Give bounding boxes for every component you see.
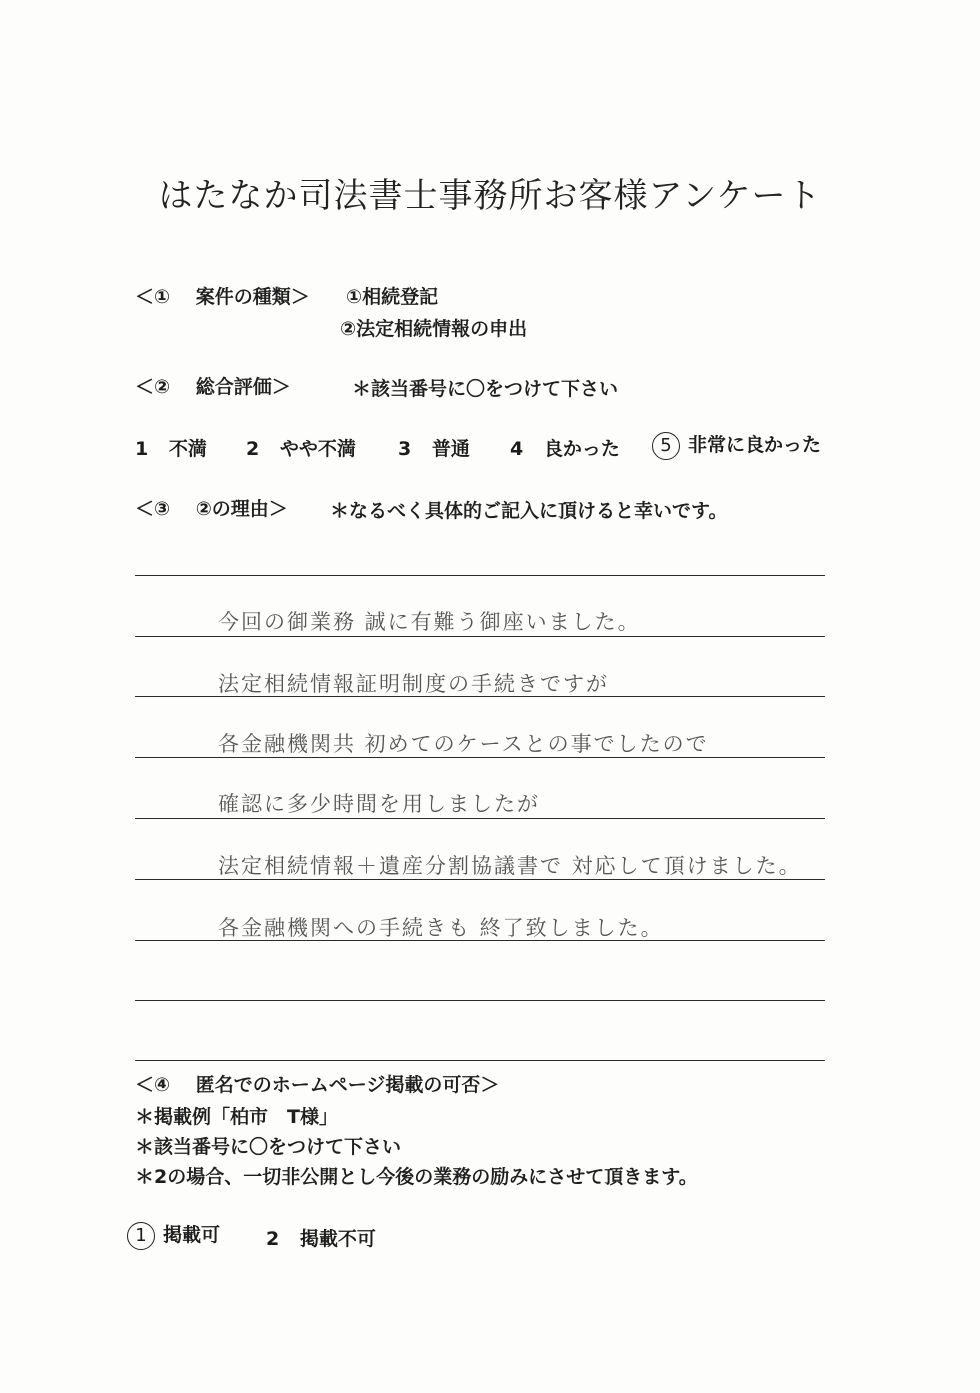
q1-label: ＜① 案件の種類＞ [135, 286, 310, 308]
publish-option-label: 掲載可 [163, 1224, 221, 1246]
rating-option-label: 普通 [431, 438, 470, 460]
publish-option-label: 掲載不可 [299, 1228, 376, 1250]
handwritten-line-2: 法定相続情報証明制度の手続きですが [218, 672, 609, 696]
writing-line [135, 818, 825, 819]
handwritten-line-5: 法定相続情報＋遺産分割協議書で 対応して頂けました。 [218, 854, 802, 878]
rating-option-label: 良かった [543, 438, 620, 460]
rating-option-1[interactable] [135, 434, 207, 461]
publish-option-1[interactable] [127, 1220, 220, 1250]
q3-note: ＊なるべく具体的ご記入に頂けると幸いです。 [330, 500, 728, 522]
q4-label: ＜④ 匿名でのホームページ掲載の可否＞ [135, 1074, 500, 1096]
q2-note: ＊該当番号に〇をつけて下さい [352, 378, 619, 400]
q1-answer-1: ①相続登記 [346, 286, 439, 308]
q1-answer-2: ②法定相続情報の申出 [340, 318, 528, 340]
writing-line [135, 636, 825, 637]
page-title: はたなか司法書士事務所お客様アンケート [158, 176, 822, 216]
q2-label: ＜② 総合評価＞ [135, 376, 291, 398]
rating-option-5[interactable] [652, 430, 821, 460]
publish-option-number-circled: 1 [127, 1222, 155, 1250]
writing-line [135, 1060, 825, 1061]
rating-option-2[interactable] [246, 434, 356, 461]
q3-label: ＜③ ②の理由＞ [135, 498, 288, 520]
rating-option-number: 2 [246, 438, 260, 460]
publish-option-2[interactable] [266, 1224, 376, 1251]
handwritten-line-3: 各金融機関共 初めてのケースとの事でしたので [218, 732, 709, 756]
rating-option-number: 3 [398, 438, 412, 460]
rating-option-number: 4 [510, 438, 524, 460]
publish-option-number: 2 [266, 1228, 280, 1250]
handwritten-line-4: 確認に多少時間を用しましたが [218, 792, 540, 816]
writing-line [135, 1000, 825, 1001]
rating-option-number: 1 [135, 438, 149, 460]
rating-option-label: 不満 [168, 438, 207, 460]
rating-option-number-circled: 5 [652, 432, 680, 460]
handwritten-line-6: 各金融機関への手続きも 終了致しました。 [218, 916, 664, 940]
q4-note-2: ＊該当番号に〇をつけて下さい [135, 1136, 402, 1158]
q4-note-1: ＊掲載例「柏市 T様」 [135, 1106, 338, 1128]
rating-option-3[interactable] [398, 434, 470, 461]
q4-note-3: ＊2の場合、一切非公開とし今後の業務の励みにさせて頂きます。 [135, 1166, 698, 1188]
rating-option-label: 非常に良かった [688, 434, 822, 456]
writing-line [135, 575, 825, 576]
rating-option-4[interactable] [510, 434, 620, 461]
handwritten-line-1: 今回の御業務 誠に有難う御座いました。 [218, 610, 641, 634]
rating-option-label: やや不満 [279, 438, 356, 460]
